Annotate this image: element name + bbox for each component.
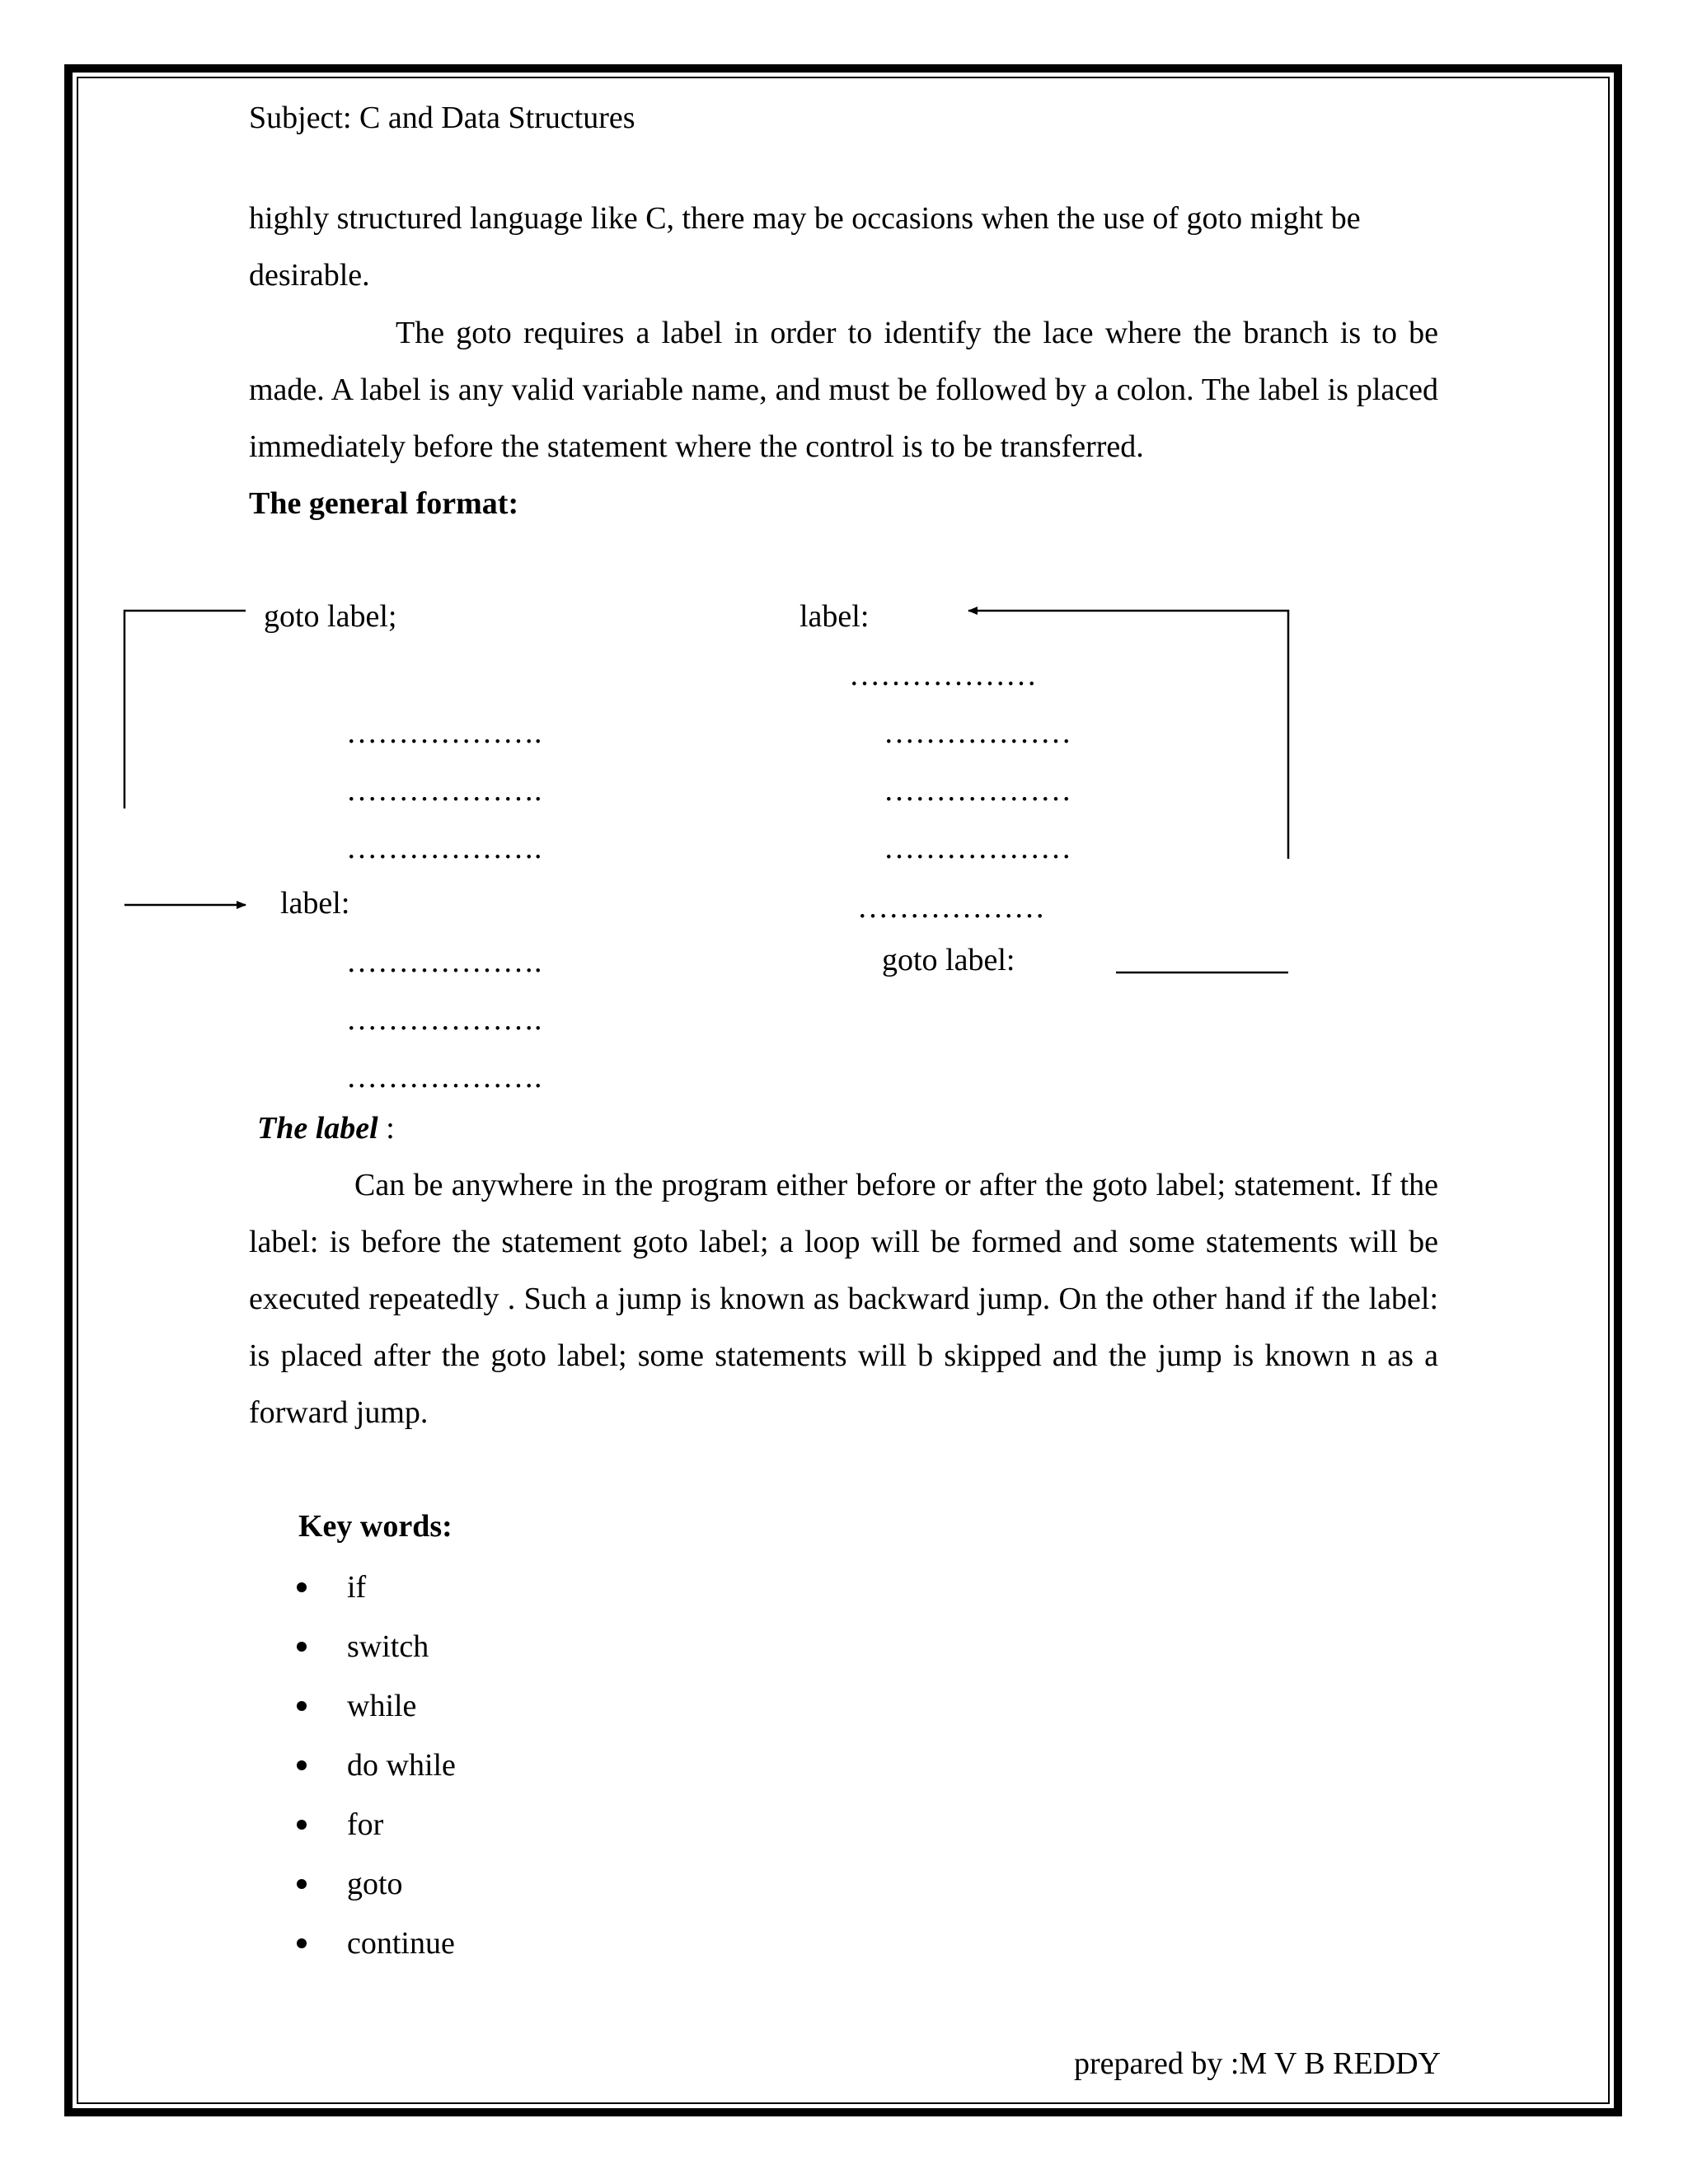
bullet-icon <box>297 1938 307 1948</box>
left-dots-line: ………………. <box>346 1002 542 1037</box>
label-section-heading <box>257 1113 395 1144</box>
bullet-icon <box>297 1820 307 1830</box>
keyword-text: goto <box>347 1867 403 1901</box>
intro-line-1: highly structured language like C, there may be occasions when the use of goto might be <box>249 201 1361 236</box>
keywords-list <box>290 1558 456 1973</box>
forward-jump-line <box>124 611 246 808</box>
right-dots-line: ……………… <box>857 890 1045 925</box>
bullet-icon <box>297 1582 307 1592</box>
goto-label-paragraph: The goto requires a label in order to identify the lace where the branch is to be made. A label is any valid variable name, and must be followed by a colon. The label is placed immediately before the statement where the control is to be transferred. <box>249 316 1438 464</box>
label-section-paragraph: Can be anywhere in the program either before or after the goto label; statement. If the label: is before the statement goto label; a loop will be formed and some statements will be executed repeatedly . Such a jump is known as backward jump. On the other hand if the label: is placed after the goto label; some statements will b skipped and the jump is known n as a forward jump. <box>249 1168 1438 1430</box>
bullet-icon <box>297 1642 307 1652</box>
left-dots-line: ………………. <box>346 1060 542 1094</box>
right-dots-line: ……………… <box>849 658 1037 692</box>
bullet-icon <box>297 1760 307 1770</box>
intro-line-2: desirable. <box>249 258 370 293</box>
keyword-text: while <box>347 1689 417 1723</box>
keyword-text: switch <box>347 1629 429 1664</box>
label-heading-colon: : <box>377 1111 395 1146</box>
keyword-text: if <box>347 1570 367 1605</box>
left-dots-line: ………………. <box>346 773 542 808</box>
left-dots-line: ………………. <box>346 715 542 750</box>
list-item <box>290 1736 456 1795</box>
list-item <box>290 1795 456 1854</box>
bullet-icon <box>297 1879 307 1889</box>
right-dots-line: ……………… <box>884 715 1071 750</box>
left-dots-line: ………………. <box>346 831 542 865</box>
keyword-text: do while <box>347 1748 456 1783</box>
prepared-by-footer: prepared by :M V B REDDY <box>1073 2046 1441 2081</box>
list-item <box>290 1676 456 1736</box>
right-dots-line: ……………… <box>884 831 1071 865</box>
general-format-heading: The general format: <box>249 486 519 521</box>
keywords-heading: Key words: <box>298 1509 452 1544</box>
bullet-icon <box>297 1701 307 1711</box>
left-label-target: label: <box>280 886 350 921</box>
keyword-text: continue <box>347 1926 455 1961</box>
right-goto-statement: goto label: <box>882 943 1015 977</box>
list-item <box>290 1914 456 1973</box>
left-dots-line: ………………. <box>346 944 542 979</box>
right-dots-line: ……………… <box>884 773 1071 808</box>
list-item <box>290 1854 456 1914</box>
left-goto-statement: goto label; <box>264 599 397 634</box>
keyword-text: for <box>347 1807 384 1842</box>
subject-header: Subject: C and Data Structures <box>249 101 635 135</box>
list-item <box>290 1558 456 1617</box>
list-item <box>290 1617 456 1676</box>
right-label-target: label: <box>799 599 870 634</box>
label-heading-text: The label <box>257 1111 378 1146</box>
